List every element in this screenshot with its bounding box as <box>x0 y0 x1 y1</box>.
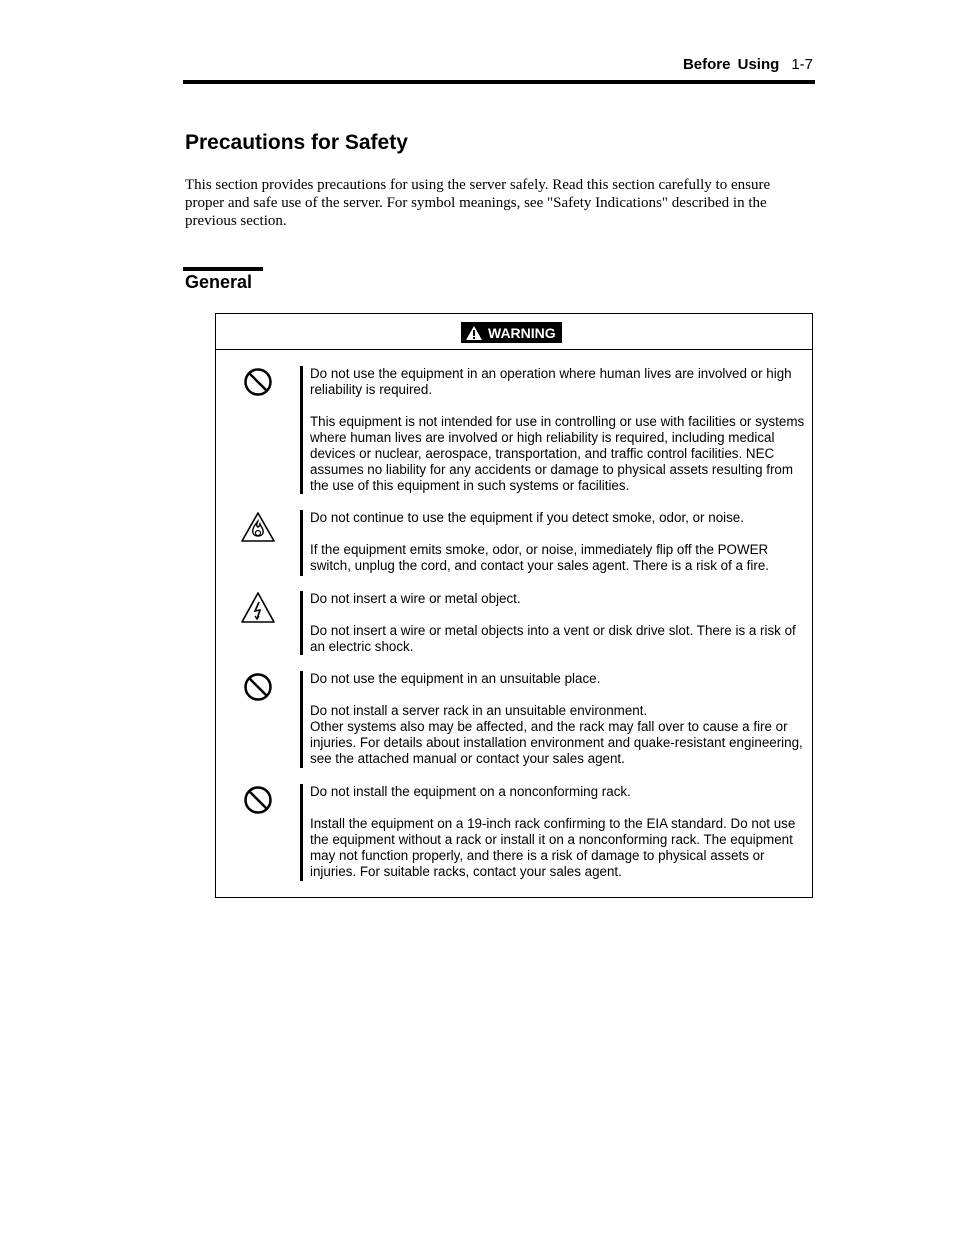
item-body: Install the equipment on a 19-inch rack confirming to the EIA standard. Do not use the equipment without a rack or install it on a nonconforming rack. The equipment may not function properly, and there is a risk of damage to physical assets or injuries. For suitable racks, contact your sales agent. <box>310 816 796 879</box>
item-text <box>310 366 808 494</box>
warning-item <box>216 671 812 769</box>
warning-item <box>216 510 812 576</box>
prohibition-icon <box>240 366 276 402</box>
subsection-title: General <box>185 272 253 292</box>
item-heading: Do not install the equipment on a nonconforming rack. <box>310 784 631 799</box>
item-body: This equipment is not intended for use in controlling or use with facilities or systems where human lives are involved or high reliability is required, including medical devices or nuclear, aerospace, transportation, and traffic control facilities. NEC assumes no liability for any accidents or damage to physical assets resulting from the use of this equipment in such systems or facilities. <box>310 414 805 493</box>
prohibition-icon <box>240 671 276 707</box>
item-side-bar <box>300 510 303 576</box>
item-side-bar <box>300 591 303 655</box>
warning-box <box>215 313 813 898</box>
item-body: Do not insert a wire or metal objects into a vent or disk drive slot. There is a risk of an electric shock. <box>310 623 796 654</box>
item-heading: Do not use the equipment in an unsuitable place. <box>310 671 601 686</box>
item-side-bar <box>300 784 303 881</box>
prohibition-icon <box>240 784 276 820</box>
page-header <box>183 54 815 84</box>
item-heading: Do not insert a wire or metal object. <box>310 591 521 606</box>
item-side-bar <box>300 671 303 768</box>
intro-paragraph: This section provides precautions for using the server safely. Read this section carefully to ensure proper and safe use of the server. For symbol meanings, see "Safety Indications" described in the previous section. <box>185 177 771 229</box>
item-body: If the equipment emits smoke, odor, or noise, immediately flip off the POWER switch, unplug the cord, and contact your sales agent. There is a risk of a fire. <box>310 542 769 573</box>
header-rule <box>183 80 815 84</box>
warning-header <box>216 314 812 350</box>
item-text <box>310 510 808 574</box>
item-side-bar <box>300 366 303 494</box>
warning-label: WARNING <box>488 324 556 341</box>
item-text <box>310 784 808 880</box>
warning-item <box>216 591 812 657</box>
electric-shock-warning-icon <box>240 591 276 627</box>
warning-item <box>216 366 812 496</box>
warning-triangle-icon <box>465 325 483 341</box>
fire-warning-icon <box>240 510 276 546</box>
header-section-title: Before Using <box>682 56 780 73</box>
header-page-number: 1-7 <box>791 56 813 73</box>
warning-item <box>216 784 812 882</box>
warning-badge <box>461 322 562 343</box>
item-text <box>310 591 808 655</box>
running-header <box>683 56 813 73</box>
subsection-rule <box>183 267 263 271</box>
item-body: Do not install a server rack in an unsuitable environment. <box>310 703 648 718</box>
item-heading: Do not continue to use the equipment if you detect smoke, odor, or noise. <box>310 510 744 525</box>
item-heading: Do not use the equipment in an operation where human lives are involved or high reliability is required. <box>310 366 792 397</box>
item-body-continued: Other systems also may be affected, and the rack may fall over to cause a fire or injuries. For details about installation environment and quake-resistant engineering, see the attached manual or contact your sales agent. <box>310 719 803 766</box>
page-title: Precautions for Safety <box>185 131 408 154</box>
item-text <box>310 671 808 767</box>
